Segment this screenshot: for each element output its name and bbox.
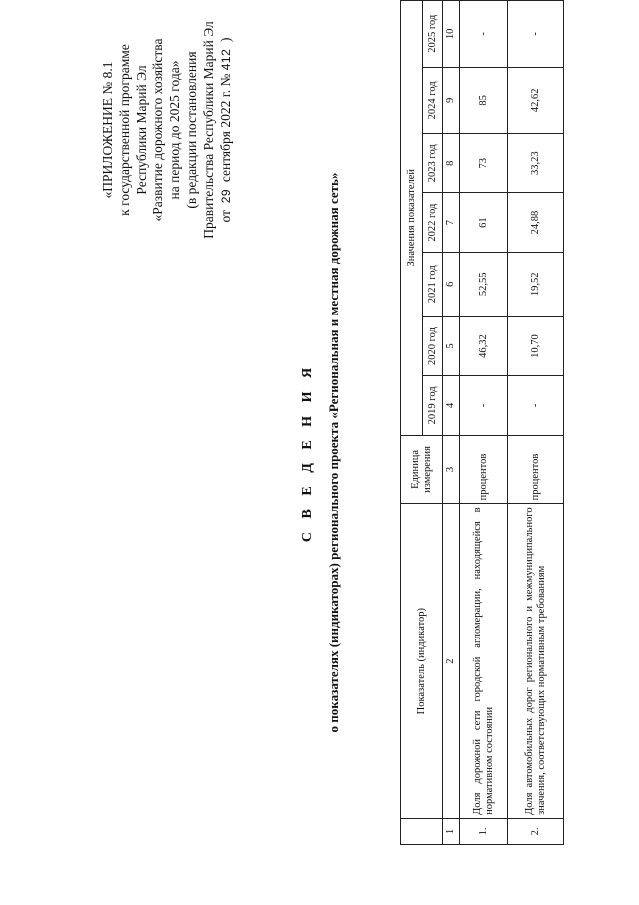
signature-suffix: )	[217, 37, 233, 42]
document-subtitle: о показателях (индикаторах) регионального проекта «Региональная и местная дорожная сеть»	[326, 172, 341, 733]
appendix-line: «Развитие дорожного хозяйства	[150, 38, 166, 222]
header-row	[401, 1, 423, 845]
signature-number: 412	[218, 48, 233, 71]
indicator-value: 24,88	[508, 193, 564, 252]
column-number: 6	[443, 252, 460, 316]
appendix-line: «ПРИЛОЖЕНИЕ № 8.1	[100, 61, 115, 199]
signature-line	[218, 10, 235, 250]
indicator-value: 33,23	[508, 134, 564, 193]
appendix-line: Правительства Республики Марий Эл	[200, 21, 216, 239]
column-number: 10	[443, 1, 460, 68]
indicator-name: Доля автомобильных дорог регионального и межмуниципального значения, соответствующих нормативным требованиям	[508, 504, 564, 819]
signature-day: 29	[218, 188, 233, 204]
column-number: 1	[443, 818, 460, 844]
indicator-unit: процентов	[460, 435, 508, 504]
indicator-value: 85	[460, 67, 508, 133]
indicator-value: -	[508, 1, 564, 68]
indicator-value: -	[508, 376, 564, 435]
indicator-value: 61	[460, 193, 508, 252]
indicator-value: 73	[460, 134, 508, 193]
header-unit: Единица измерения	[401, 435, 443, 504]
appendix-header	[100, 10, 234, 250]
signature-prefix: от	[217, 210, 233, 223]
indicator-value: 46,32	[460, 316, 508, 375]
indicator-value: -	[460, 376, 508, 435]
indicator-name: Доля дорожной сети городской агломерации, находящейся в нормативном состоянии	[460, 504, 508, 819]
indicator-value: 19,52	[508, 252, 564, 316]
appendix-line: (в редакции постановления	[183, 51, 199, 209]
document-title: С В Е Д Е Н И Я	[300, 362, 315, 543]
indicator-value: 52,55	[460, 252, 508, 316]
column-numbers-row	[443, 1, 460, 845]
header-year: 2020 год	[423, 316, 443, 375]
header-year: 2021 год	[423, 252, 443, 316]
indicator-value: -	[460, 1, 508, 68]
indicator-unit: процентов	[508, 435, 564, 504]
column-number: 9	[443, 67, 460, 133]
header-indicator: Показатель (индикатор)	[401, 504, 443, 819]
appendix-line: на период до 2025 года»	[167, 60, 183, 200]
column-number: 5	[443, 316, 460, 375]
header-year: 2019 год	[423, 376, 443, 435]
column-number: 8	[443, 134, 460, 193]
header-year: 2022 год	[423, 193, 443, 252]
column-number: 3	[443, 435, 460, 504]
appendix-line: Республики Марий Эл	[133, 65, 149, 195]
indicators-table	[400, 0, 564, 845]
indicator-value: 10,70	[508, 316, 564, 375]
column-number: 4	[443, 376, 460, 435]
table-row	[508, 1, 564, 845]
signature-month-year: сентября 2022 г. №	[217, 73, 233, 183]
column-number: 7	[443, 193, 460, 252]
header-year: 2025 год	[423, 1, 443, 68]
header-year: 2024 год	[423, 67, 443, 133]
indicator-value: 42,62	[508, 67, 564, 133]
row-number: 1.	[460, 818, 508, 844]
header-year: 2023 год	[423, 134, 443, 193]
appendix-line: к государственной программе	[116, 44, 132, 216]
header-values-group: Значения показателей	[401, 1, 423, 436]
row-number: 2.	[508, 818, 564, 844]
header-num-cell	[401, 818, 443, 844]
column-number: 2	[443, 504, 460, 819]
table-row	[460, 1, 508, 845]
